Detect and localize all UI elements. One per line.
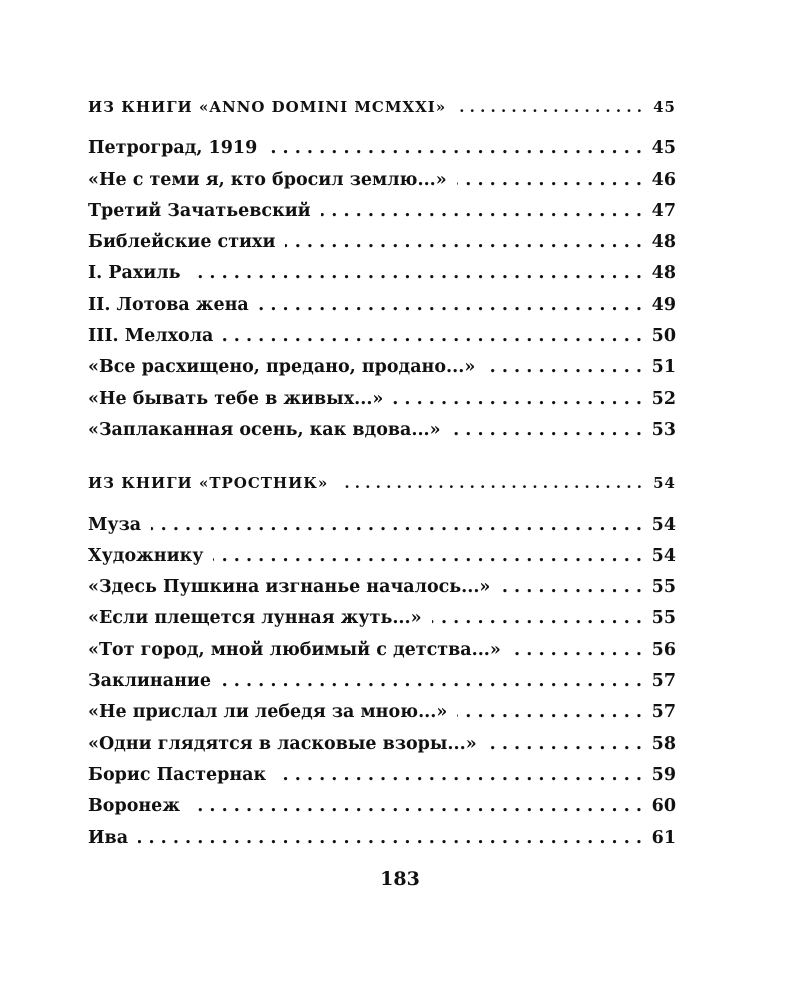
dot-leader bbox=[393, 384, 642, 415]
toc-entry-title: Третий Зачатьевский bbox=[88, 200, 311, 221]
toc-entry-page: 51 bbox=[651, 357, 676, 378]
toc-entry bbox=[88, 541, 676, 572]
toc-entry bbox=[88, 258, 676, 289]
dot-leader bbox=[285, 227, 642, 258]
toc-entry bbox=[88, 290, 676, 321]
toc-entry-title: Муза bbox=[88, 514, 142, 535]
toc-entry bbox=[88, 666, 676, 697]
dot-leader bbox=[457, 697, 642, 728]
toc-entry-page: 57 bbox=[651, 702, 676, 723]
toc-entry-page: 54 bbox=[651, 514, 676, 535]
section-heading-title: ИЗ КНИГИ «ТРОСТНИК» bbox=[88, 474, 329, 493]
dot-leader bbox=[190, 791, 642, 822]
toc-entry bbox=[88, 227, 676, 258]
toc-entry-page: 52 bbox=[651, 388, 676, 409]
toc-entry-title: III. Мелхола bbox=[88, 326, 214, 347]
toc-entry-title: «Тот город, мной любимый с детства...» bbox=[88, 639, 501, 660]
toc-entry bbox=[88, 510, 676, 541]
toc-entry-page: 50 bbox=[651, 326, 676, 347]
dot-leader bbox=[267, 133, 642, 164]
toc-entry-page: 55 bbox=[651, 577, 676, 598]
dot-leader bbox=[138, 823, 642, 854]
dot-leader bbox=[456, 92, 642, 123]
dot-leader bbox=[432, 603, 642, 634]
dot-leader bbox=[500, 572, 642, 603]
dot-leader bbox=[151, 510, 642, 541]
toc-entry-title: Художнику bbox=[88, 545, 204, 566]
dot-leader bbox=[511, 635, 642, 666]
toc-entry-page: 57 bbox=[651, 671, 676, 692]
toc-entry-title: «Если плещется лунная жуть...» bbox=[88, 608, 422, 629]
toc-entry-page: 60 bbox=[651, 796, 676, 817]
toc-entry bbox=[88, 415, 676, 446]
toc-entry bbox=[88, 760, 676, 791]
dot-leader bbox=[276, 760, 642, 791]
toc-entry-title: Борис Пастернак bbox=[88, 764, 267, 785]
toc-entry bbox=[88, 603, 676, 634]
toc-entry bbox=[88, 729, 676, 760]
toc-entry bbox=[88, 196, 676, 227]
toc-entry-page: 58 bbox=[651, 733, 676, 754]
toc-entry-page: 45 bbox=[651, 138, 676, 159]
toc-entry bbox=[88, 133, 676, 164]
toc-entry-title: «Заплаканная осень, как вдова...» bbox=[88, 419, 441, 440]
toc-entry bbox=[88, 165, 676, 196]
toc-entry-page: 53 bbox=[651, 419, 676, 440]
toc-entry-page: 59 bbox=[651, 764, 676, 785]
dot-leader bbox=[485, 352, 642, 383]
dot-leader bbox=[451, 415, 642, 446]
toc-entry-page: 61 bbox=[651, 827, 676, 848]
toc-entry-title: I. Рахиль bbox=[88, 263, 181, 284]
section-heading-title: ИЗ КНИГИ «ANNO DOMINI MCMXXI» bbox=[88, 98, 447, 116]
dot-leader bbox=[321, 196, 642, 227]
toc-entry bbox=[88, 572, 676, 603]
toc-entry-page: 55 bbox=[651, 608, 676, 629]
page-number: 183 bbox=[380, 868, 420, 890]
dot-leader bbox=[221, 666, 642, 697]
dot-leader bbox=[191, 258, 643, 289]
toc-entry-title: «Не бывать тебе в живых...» bbox=[88, 388, 384, 409]
toc-entry bbox=[88, 791, 676, 822]
toc-entry-title: «Не с теми я, кто бросил землю...» bbox=[88, 169, 447, 190]
dot-leader bbox=[338, 468, 642, 499]
toc-entry bbox=[88, 635, 676, 666]
section-heading-page: 54 bbox=[653, 474, 676, 493]
dot-leader bbox=[259, 290, 642, 321]
toc-entry-page: 46 bbox=[651, 169, 676, 190]
toc-entry-title: Петроград, 1919 bbox=[88, 138, 258, 159]
toc-entry bbox=[88, 321, 676, 352]
section-heading bbox=[88, 92, 676, 123]
table-of-contents bbox=[88, 92, 676, 854]
toc-entry-page: 48 bbox=[651, 232, 676, 253]
toc-entry-title: «Не прислал ли лебедя за мною...» bbox=[88, 702, 448, 723]
toc-entry-title: Воронеж bbox=[88, 796, 180, 817]
toc-entry-title: Ива bbox=[88, 827, 129, 848]
toc-entry bbox=[88, 823, 676, 854]
toc-entry bbox=[88, 697, 676, 728]
toc-entry-title: II. Лотова жена bbox=[88, 294, 249, 315]
dot-leader bbox=[213, 541, 642, 572]
dot-leader bbox=[223, 321, 642, 352]
toc-entry bbox=[88, 384, 676, 415]
toc-entry bbox=[88, 352, 676, 383]
toc-entry-title: «Все расхищено, предано, продано...» bbox=[88, 357, 476, 378]
dot-leader bbox=[457, 165, 642, 196]
toc-entry-page: 49 bbox=[651, 294, 676, 315]
toc-entry-title: «Одни глядятся в ласковые взоры...» bbox=[88, 733, 477, 754]
dot-leader bbox=[487, 729, 642, 760]
toc-entry-page: 48 bbox=[651, 263, 676, 284]
section-heading bbox=[88, 468, 676, 499]
toc-entry-title: Библейские стихи bbox=[88, 232, 276, 253]
toc-entry-page: 56 bbox=[651, 639, 676, 660]
toc-entry-title: Заклинание bbox=[88, 671, 211, 692]
section-heading-page: 45 bbox=[653, 98, 676, 116]
toc-entry-page: 54 bbox=[651, 545, 676, 566]
toc-entry-title: «Здесь Пушкина изгнанье началось...» bbox=[88, 577, 491, 598]
toc-entry-page: 47 bbox=[651, 200, 676, 221]
